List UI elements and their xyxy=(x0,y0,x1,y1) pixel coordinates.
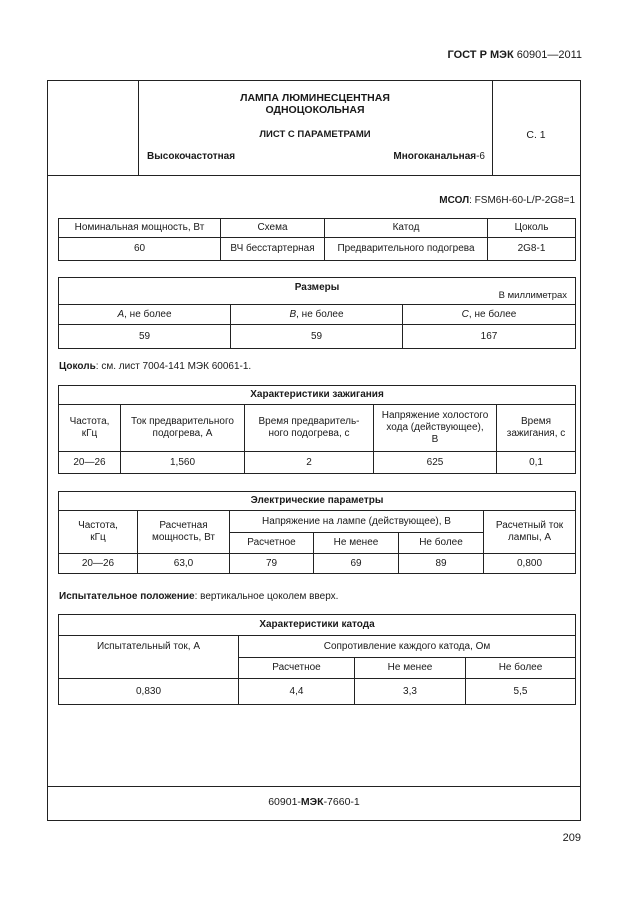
dimensions-units: В миллиметрах xyxy=(498,290,568,301)
header-cell: Схема xyxy=(221,219,325,238)
footer-divider xyxy=(48,786,580,787)
cathode-header-resistance: Сопротивление каждого катода, Ом xyxy=(239,636,576,658)
electrical-subheader: Расчетное xyxy=(230,533,314,554)
header-right-divider xyxy=(492,81,493,175)
electrical-value: 89 xyxy=(399,554,484,574)
lamp-title-line2: ОДНОЦОКОЛЬНАЯ xyxy=(265,104,365,116)
electrical-subheader: Не менее xyxy=(314,533,399,554)
header-cell: Катод xyxy=(325,219,488,238)
ignition-header-frequency: Частота, кГц xyxy=(59,405,121,452)
ignition-title: Характеристики зажигания xyxy=(59,386,576,405)
dimension-header-b: B, не более xyxy=(231,305,403,325)
value-cell: 60 xyxy=(59,238,221,261)
value-cell: ВЧ бесстартерная xyxy=(221,238,325,261)
ignition-value: 0,1 xyxy=(497,452,576,474)
lamp-variant-label: Многоканальная-6 xyxy=(393,151,485,162)
cathode-title: Характеристики катода xyxy=(59,615,576,636)
lamp-title-line1: ЛАМПА ЛЮМИНЕСЦЕНТНАЯ xyxy=(240,92,390,104)
lamp-type-label: Высокочастотная xyxy=(147,151,236,162)
ignition-header-ignition-time: Время зажигания, с xyxy=(497,405,576,452)
dimension-header-a: А, не более xyxy=(59,305,231,325)
dimension-value-a: 59 xyxy=(59,325,231,349)
ignition-header-open-voltage: Напряжение холостого хода (действующее), В xyxy=(374,405,497,452)
electrical-header-current: Расчетный ток лампы, А xyxy=(484,511,576,554)
cathode-subheader: Не более xyxy=(466,658,576,679)
cathode-value: 4,4 xyxy=(239,679,355,705)
ignition-value: 20—26 xyxy=(59,452,121,474)
sheet-title: ЛИСТ С ПАРАМЕТРАМИ xyxy=(259,129,371,140)
electrical-value: 63,0 xyxy=(138,554,230,574)
electrical-header-voltage: Напряжение на лампе (действующее), В xyxy=(230,511,484,533)
electrical-header-frequency: Частота, кГц xyxy=(59,511,138,554)
page-number: 209 xyxy=(562,832,581,844)
value-cell: 2G8-1 xyxy=(488,238,576,261)
value-cell: Предварительного подогрева xyxy=(325,238,488,261)
main-parameters-table xyxy=(58,218,576,261)
ignition-value: 2 xyxy=(245,452,374,474)
document-code: ГОСТ Р МЭК 60901—2011 xyxy=(447,49,582,61)
dimension-value-c: 167 xyxy=(403,325,576,349)
cathode-value: 3,3 xyxy=(355,679,466,705)
cathode-table xyxy=(58,614,576,705)
electrical-table xyxy=(58,491,576,574)
ignition-header-preheat-time: Время предваритель- ного подогрева, с xyxy=(245,405,374,452)
page-ref: С. 1 xyxy=(526,129,546,141)
sheet-code: 60901-МЭК-7660-1 xyxy=(268,796,360,808)
ilcos-code: МСОЛ: FSM6H-60-L/P-2G8=1 xyxy=(439,195,575,206)
header-cell: Цоколь xyxy=(488,219,576,238)
electrical-title: Электрические параметры xyxy=(59,492,576,511)
electrical-header-power: Расчетная мощность, Вт xyxy=(138,511,230,554)
dimensions-title-cell xyxy=(59,278,576,305)
base-note: Цоколь: см. лист 7004-141 МЭК 60061-1. xyxy=(59,361,252,372)
cathode-value: 5,5 xyxy=(466,679,576,705)
electrical-subheader: Не более xyxy=(399,533,484,554)
dimensions-title: Размеры xyxy=(294,282,340,293)
ignition-table xyxy=(58,385,576,474)
cathode-header-current: Испытательный ток, А xyxy=(59,636,239,679)
dimensions-table xyxy=(58,277,576,349)
electrical-value: 79 xyxy=(230,554,314,574)
header-cell: Номинальная мощность, Вт xyxy=(59,219,221,238)
ignition-header-preheat-current: Ток предварительного подогрева, А xyxy=(121,405,245,452)
electrical-value: 20—26 xyxy=(59,554,138,574)
test-position-note: Испытательное положение: вертикальное цоколем вверх. xyxy=(59,591,339,602)
electrical-value: 69 xyxy=(314,554,399,574)
ignition-value: 1,560 xyxy=(121,452,245,474)
cathode-subheader: Не менее xyxy=(355,658,466,679)
cathode-value: 0,830 xyxy=(59,679,239,705)
electrical-value: 0,800 xyxy=(484,554,576,574)
ignition-value: 625 xyxy=(374,452,497,474)
dimension-header-c: C, не более xyxy=(403,305,576,325)
header-divider xyxy=(48,175,580,176)
cathode-subheader: Расчетное xyxy=(239,658,355,679)
dimension-value-b: 59 xyxy=(231,325,403,349)
